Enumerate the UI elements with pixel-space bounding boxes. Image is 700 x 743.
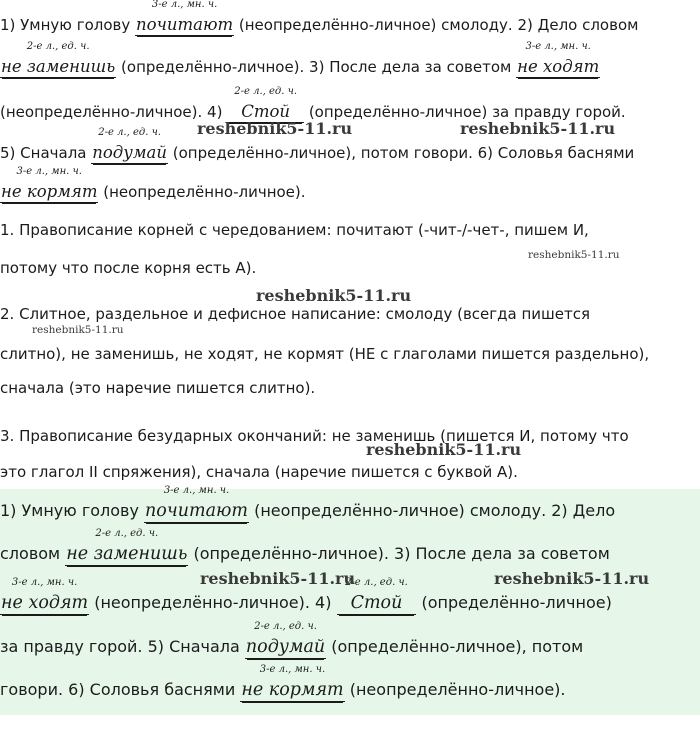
text-fragment: словом <box>0 544 66 563</box>
grammar-annotation: 2-е л., ед. ч. <box>345 577 408 588</box>
text-fragment: (определённо-личное), потом говори. 6) Соловья баснями <box>167 144 635 162</box>
watermark: reshebnik5-11.ru <box>197 119 353 138</box>
highlighted-word <box>144 485 249 521</box>
verb: не ходят <box>517 57 600 76</box>
verb: почитают <box>136 15 234 34</box>
watermark: reshebnik5-11.ru <box>460 119 616 138</box>
grammar-annotation: 3-е л., мн. ч. <box>151 0 218 10</box>
text-fragment: за правду горой. 5) Сначала <box>0 637 245 656</box>
text-fragment: говори. 6) Соловья баснями <box>0 680 241 699</box>
highlighted-answer-box <box>0 485 700 715</box>
text-fragment: (определённо-личное) за правду горой. <box>304 103 626 121</box>
grammar-annotation: 2-е л., ед. ч. <box>95 528 159 539</box>
watermark: reshebnik5-11.ru <box>256 286 412 305</box>
grammar-annotation: 2-е л., ед. ч. <box>98 127 161 138</box>
verb: подумай <box>92 143 167 162</box>
verb: не заменишь <box>66 544 188 564</box>
answer-line-2 <box>0 41 600 77</box>
highlighted-word <box>0 577 89 613</box>
text-fragment: (неопределённо-личное). 4) <box>89 593 337 612</box>
grammar-annotation: 3-е л., мн. ч. <box>16 166 82 177</box>
highlighted-word <box>245 621 326 657</box>
verb: не кормят <box>1 182 98 201</box>
highlighted-word <box>135 0 234 35</box>
verb: почитают <box>145 501 249 521</box>
highlighted-word <box>65 528 188 564</box>
watermark: reshebnik5-11.ru <box>200 569 356 588</box>
verb: не ходят <box>1 593 89 613</box>
verb: Стой <box>337 593 417 615</box>
note-1b: потому что после корня есть А). <box>0 259 257 277</box>
answer-b-line-1 <box>0 485 616 521</box>
verb: не заменишь <box>1 57 116 76</box>
note-2c: сначала (это наречие пишется слитно). <box>0 379 316 397</box>
text-fragment: 1) Умную голову <box>0 16 136 34</box>
text-fragment: (определённо-личное) <box>416 593 612 612</box>
text-fragment: (определённо-личное), потом <box>326 637 584 656</box>
highlighted-word <box>516 41 600 77</box>
grammar-annotation: 2-е л., ед. ч. <box>234 86 298 97</box>
watermark: reshebnik5-11.ru <box>494 569 650 588</box>
text-fragment: 1) Умную голову <box>0 501 145 520</box>
text-fragment: (определённо-личное). 3) После дела за советом <box>188 544 610 563</box>
verb: не кормят <box>241 680 344 700</box>
watermark: reshebnik5-11.ru <box>528 249 620 261</box>
answer-b-line-2 <box>0 528 610 564</box>
text-fragment: (неопределённо-личное). <box>344 680 566 699</box>
answer-line-5 <box>0 166 306 202</box>
highlighted-word <box>0 166 98 202</box>
grammar-annotation: 2-е л., ед. ч. <box>26 41 90 52</box>
grammar-annotation: 2-е л., ед. ч. <box>254 621 317 632</box>
highlighted-word <box>240 664 344 700</box>
watermark: reshebnik5-11.ru <box>32 324 124 336</box>
text-fragment: (неопределённо-личное). <box>98 183 306 201</box>
highlighted-word <box>0 41 116 77</box>
verb: Стой <box>227 102 304 123</box>
verb: подумай <box>245 637 326 657</box>
note-2b: слитно), не заменишь, не ходят, не кормят (НЕ с глаголами пишется раздельно), <box>0 345 650 363</box>
highlighted-word <box>91 127 168 163</box>
text-fragment: 5) Сначала <box>0 144 92 162</box>
note-2a: 2. Слитное, раздельное и дефисное написание: смолоду (всегда пишется <box>0 305 591 323</box>
text-fragment: (неопределённо-личное). 4) <box>0 103 228 121</box>
text-fragment: (неопределённо-личное) смолоду. 2) Дело словом <box>234 16 639 34</box>
grammar-annotation: 3-е л., мн. ч. <box>163 485 230 496</box>
highlighted-word <box>337 577 417 613</box>
answer-b-line-4 <box>0 621 584 657</box>
answer-b-line-5 <box>0 664 566 700</box>
text-fragment: (определённо-личное). 3) После дела за советом <box>116 58 517 76</box>
grammar-annotation: 3-е л., мн. ч. <box>525 41 591 52</box>
grammar-annotation: 3-е л., мн. ч. <box>259 664 326 675</box>
note-3a: 3. Правописание безударных окончаний: не заменишь (пишется И, потому что <box>0 427 629 445</box>
note-1a: 1. Правописание корней с чередованием: почитают (-чит-/-чет-, пишем И, <box>0 221 589 239</box>
grammar-annotation: 3-е л., мн. ч. <box>11 577 78 588</box>
watermark: reshebnik5-11.ru <box>366 440 522 459</box>
note-3b: это глагол II спряжения), сначала (наречие пишется с буквой А). <box>0 463 518 481</box>
answer-line-1 <box>0 0 639 35</box>
text-fragment: (неопределённо-личное) смолоду. 2) Дело <box>249 501 616 520</box>
